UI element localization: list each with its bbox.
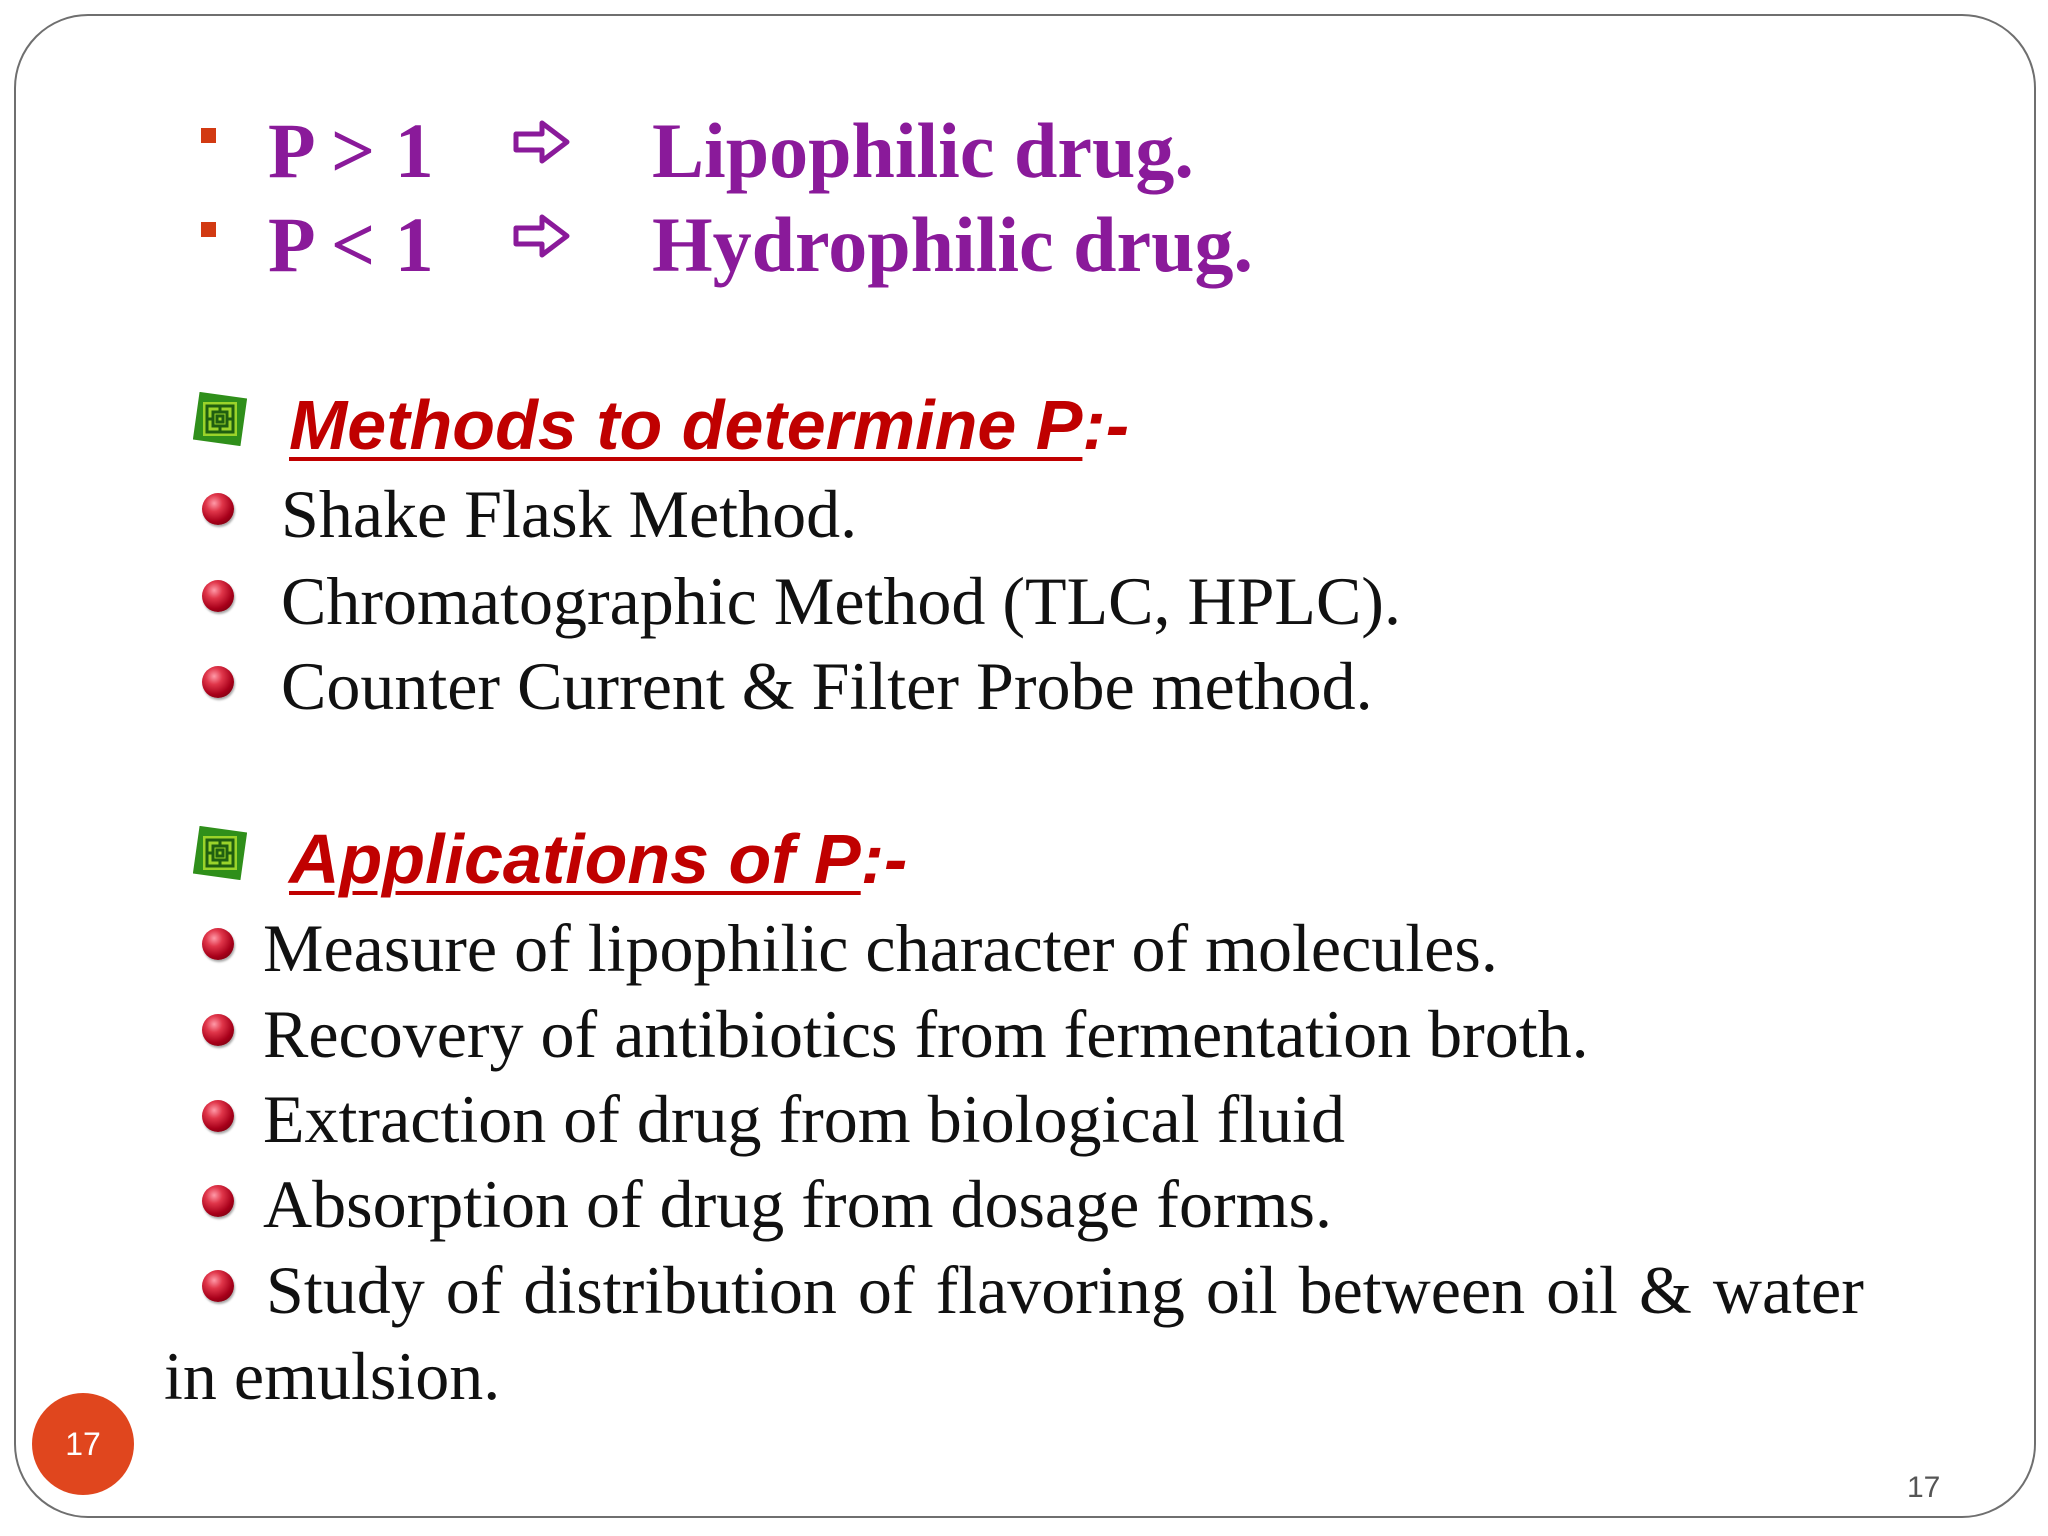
applications-item: Recovery of antibiotics from fermentation broth. <box>263 996 1589 1072</box>
methods-item: Chromatographic Method (TLC, HPLC). <box>281 563 1401 639</box>
applications-item-continuation: in emulsion. <box>164 1338 501 1414</box>
methods-item: Counter Current & Filter Probe method. <box>281 648 1373 724</box>
applications-item: Study of distribution of flavoring oil between oil & water <box>266 1252 1864 1328</box>
red-ball-bullet-icon <box>202 1185 234 1217</box>
green-square-knot-icon <box>193 826 247 880</box>
square-bullet-icon <box>201 222 216 237</box>
red-ball-bullet-icon <box>202 1100 234 1132</box>
comparison-description: Lipophilic drug. <box>652 107 1194 194</box>
hollow-right-arrow-icon <box>512 118 572 166</box>
methods-heading <box>289 386 1130 464</box>
red-ball-bullet-icon <box>202 1014 234 1046</box>
comparison-expression: P < 1 <box>268 201 434 288</box>
applications-item: Absorption of drug from dosage forms. <box>263 1166 1332 1242</box>
red-ball-bullet-icon <box>202 580 234 612</box>
methods-heading-suffix: :- <box>1082 386 1130 464</box>
green-square-knot-icon <box>193 392 247 446</box>
red-ball-bullet-icon <box>202 928 234 960</box>
red-ball-bullet-icon <box>202 666 234 698</box>
square-bullet-icon <box>201 128 216 143</box>
applications-heading-suffix: :- <box>860 820 908 898</box>
applications-heading <box>289 820 908 898</box>
hollow-right-arrow-icon <box>512 212 572 260</box>
slide-number-badge: 17 <box>32 1393 134 1495</box>
methods-heading-title: Methods to determine P <box>289 386 1083 464</box>
applications-item: Measure of lipophilic character of molecules. <box>263 910 1498 986</box>
methods-item: Shake Flask Method. <box>281 476 858 552</box>
applications-heading-title: Applications of P <box>289 820 861 898</box>
applications-item: Extraction of drug from biological fluid <box>263 1081 1346 1157</box>
comparison-expression: P > 1 <box>268 107 434 194</box>
comparison-description: Hydrophilic drug. <box>652 201 1254 288</box>
page-number: 17 <box>1907 1471 1941 1504</box>
red-ball-bullet-icon <box>202 1270 234 1302</box>
red-ball-bullet-icon <box>202 493 234 525</box>
